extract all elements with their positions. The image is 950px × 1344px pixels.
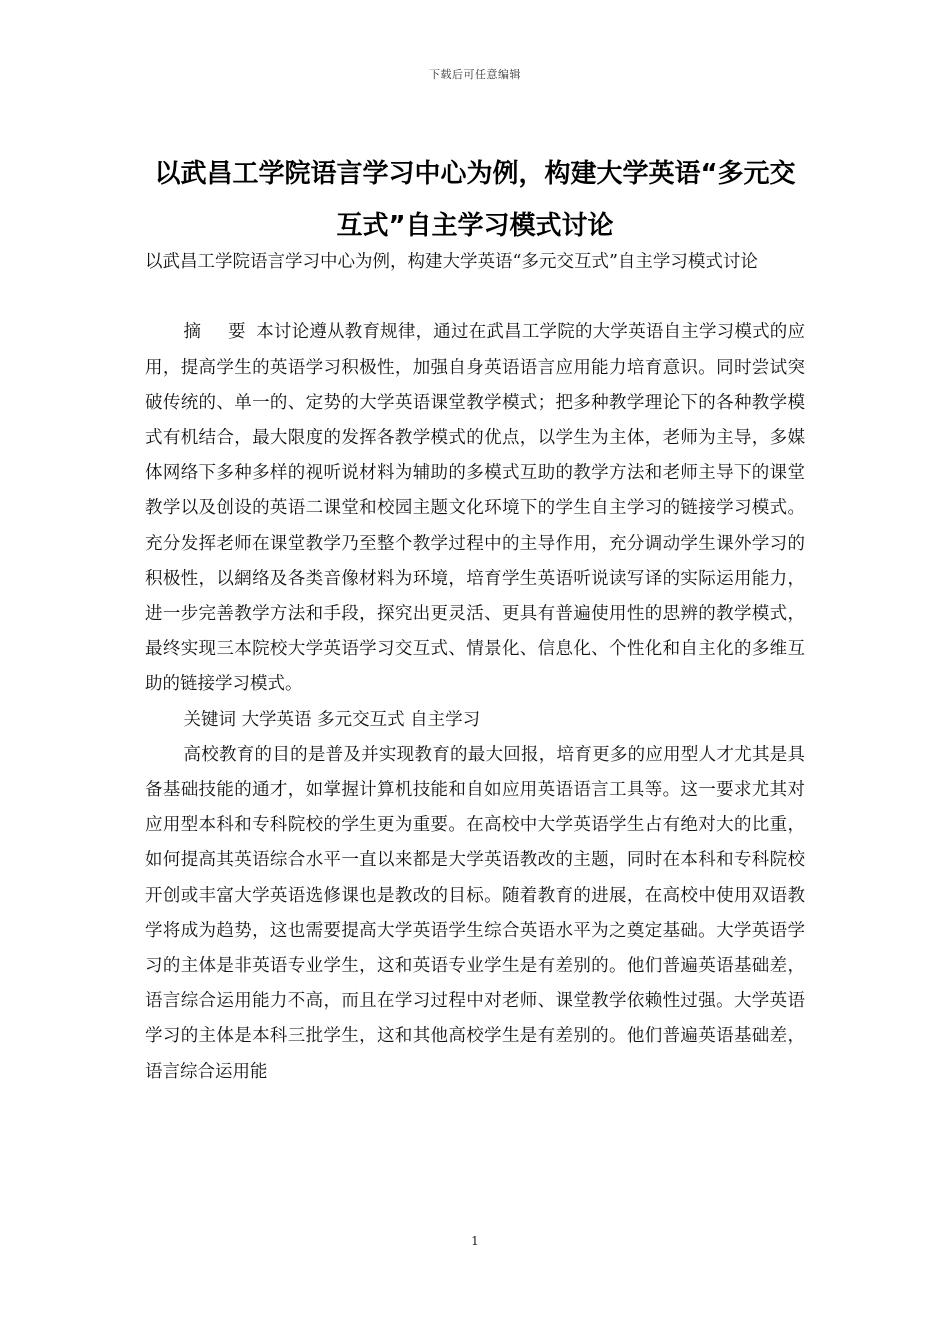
abstract-paragraph — [145, 315, 805, 702]
blank-line — [145, 280, 805, 315]
document-title: 以武昌工学院语言学习中心为例，构建大学英语“多元交互式”自主学习模式讨论 — [154, 159, 796, 241]
page-number: 1 — [471, 1234, 479, 1248]
document-body — [145, 245, 805, 1090]
body-paragraph: 高校教育的目的是普及并实现教育的最大回报，培育更多的应用型人才尤其是具备基础技能的通才，如掌握计算机技能和自如应用英语语言工具等。这一要求尤其对应用型本科和专科院校的学生更为重要。在高校中大学英语学生占有绝对大的比重，如何提高其英语综合水平一直以来都是大学英语教改的主题，同时在本科和专科院校开创或丰富大学英语选修课也是教改的目标。随着教育的进展，在高校中使用双语教学将成为趋势，这也需要提高大学英语学生综合英语水平为之奠定基础。大学英语学习的主体是非英语专业学生，这和英语专业学生是有差别的。他们普遍英语基础差，语言综合运用能力不高，而且在学习过程中对老师、课堂教学依赖性过强。大学英语学习的主体是本科三批学生，这和其他高校学生是有差别的。他们普遍英语基础差，语言综合运用能 — [145, 744, 805, 1082]
keywords-line: 关键词 大学英语 多元交互式 自主学习 — [183, 709, 481, 730]
header-note: 下载后可任意编辑 — [429, 68, 521, 81]
abstract-text: 本讨论遵从教育规律，通过在武昌工学院的大学英语自主学习模式的应用，提高学生的英语学习积极性，加强自身英语语言应用能力培育意识。同时尝试突破传统的、单一的、定势的大学英语课堂教学模式；把多种教学理论下的各种教学模式有机结合，最大限度的发挥各教学模式的优点，以学生为主体，老师为主导，多媒体网络下多种多样的视听说材料为辅助的多模式互助的教学方法和老师主导下的课堂教学以及创设的英语二课堂和校园主题文化环境下的学生自主学习的链接学习模式。充分发挥老师在课堂教学乃至整个教学过程中的主导作用，充分调动学生课外学习的积极性，以網络及各类音像材料为环境，培育学生英语听说读写译的实际运用能力，进一步完善教学方法和手段，探究出更灵活、更具有普遍使用性的思辨的教学模式，最终实现三本院校大学英语学习交互式、情景化、信息化、个性化和自主化的多维互助的链接学习模式。 — [145, 322, 805, 695]
document-subtitle: 以武昌工学院语言学习中心为例，构建大学英语“多元交互式”自主学习模式讨论 — [145, 252, 758, 272]
abstract-label: 摘 要 — [183, 322, 257, 343]
